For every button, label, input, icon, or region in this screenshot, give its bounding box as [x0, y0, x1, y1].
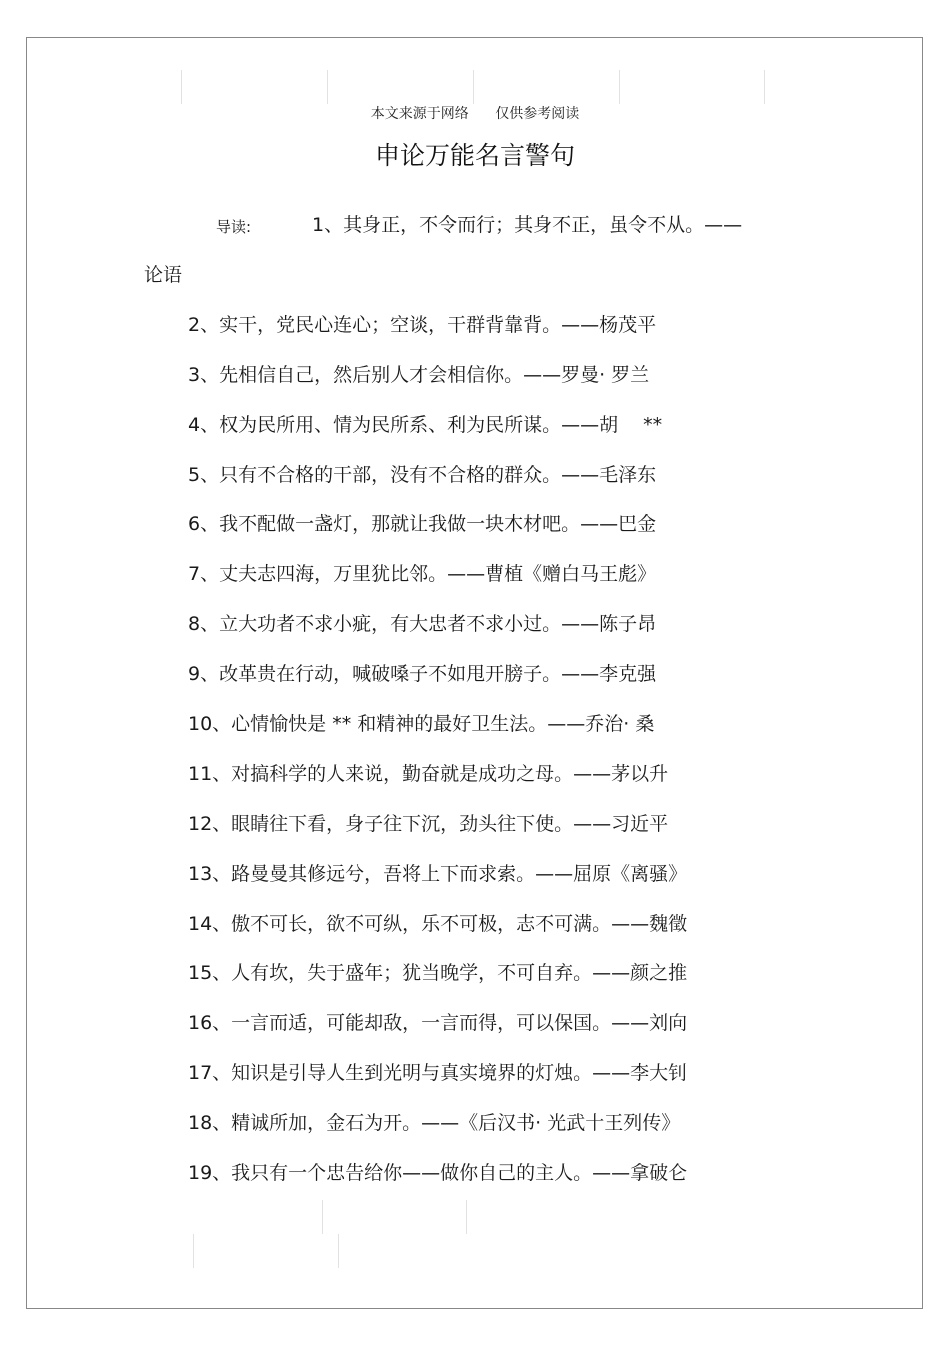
quote-item: 17、知识是引导人生到光明与真实境界的灯烛。——李大钊: [188, 1062, 688, 1084]
scan-line: [764, 70, 765, 104]
scan-line: [466, 1200, 467, 1234]
scan-line: [619, 70, 620, 104]
quote-item: 11、对搞科学的人来说，勤奋就是成功之母。——茅以升: [188, 763, 669, 785]
quote-item: 18、精诚所加，金石为开。——《后汉书· 光武十王列传》: [188, 1112, 681, 1134]
source-note-text: 本文来源于网络: [370, 106, 469, 122]
quote-item: 5、只有不合格的干部，没有不合格的群众。——毛泽东: [188, 464, 657, 486]
source-note: [0, 103, 950, 123]
quote-item: 10、心情愉快是 ** 和精神的最好卫生法。——乔治· 桑: [188, 713, 655, 735]
scan-line: [322, 1200, 323, 1234]
quote-item: 16、一言而适，可能却敌，一言而得，可以保国。——刘向: [188, 1012, 688, 1034]
quote-item: 12、眼睛往下看，身子往下沉，劲头往下使。——习近平: [188, 813, 669, 835]
intro-label: 导读:: [216, 218, 252, 236]
scan-line: [327, 70, 328, 104]
scan-line: [338, 1234, 339, 1268]
quote-item: 7、丈夫志四海，万里犹比邻。——曹植《赠白马王彪》: [188, 563, 657, 585]
quote-item: 6、我不配做一盏灯，那就让我做一块木材吧。——巴金: [188, 513, 657, 535]
quote-item: 2、实干，党民心连心；空谈，干群背靠背。——杨茂平: [188, 314, 657, 336]
scan-line: [181, 70, 182, 104]
quote-item: 9、改革贵在行动，喊破嗓子不如甩开膀子。——李克强: [188, 663, 657, 685]
quote-item: 14、傲不可长，欲不可纵，乐不可极，志不可满。——魏徵: [188, 913, 688, 935]
scan-line: [193, 1234, 194, 1268]
intro-continuation: 论语: [144, 264, 183, 286]
scan-line: [473, 70, 474, 104]
quote-item: 19、我只有一个忠告给你——做你自己的主人。——拿破仑: [188, 1162, 688, 1184]
reference-note-text: 仅供参考阅读: [495, 106, 580, 122]
intro-first-line: 1、其身正，不令而行；其身不正，虽令不从。——: [312, 214, 743, 236]
quote-item: 13、路曼曼其修远兮，吾将上下而求索。——屈原《离骚》: [188, 863, 688, 885]
quote-item: 3、先相信自己，然后别人才会相信你。——罗曼· 罗兰: [188, 364, 650, 386]
page-title: 申论万能名言警句: [374, 141, 575, 170]
quote-item: 4、权为民所用、情为民所系、利为民所谋。——胡 **: [188, 414, 663, 436]
quote-item: 15、人有坎，失于盛年；犹当晚学，不可自弃。——颜之推: [188, 962, 688, 984]
quote-item: 8、立大功者不求小疵，有大忠者不求小过。——陈子昂: [188, 613, 657, 635]
